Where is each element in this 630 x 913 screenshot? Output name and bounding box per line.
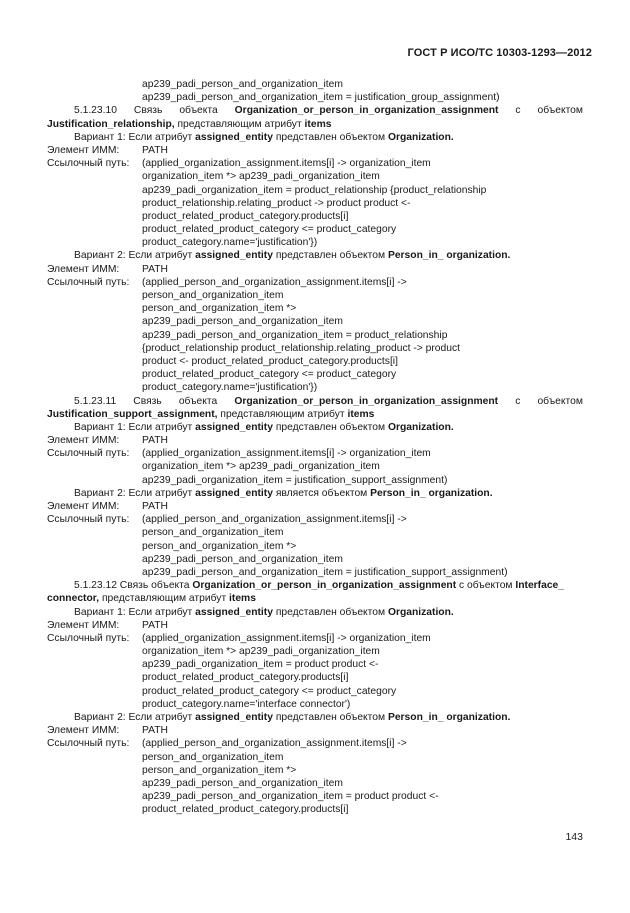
text-line: product_related_product_category.products[i] [142,672,349,684]
text-line: ap239_padi_organization_item = justification_support_assignment) [142,474,448,486]
element-row: Элемент ИММ: PATH [47,263,168,275]
text-line: person_and_organization_item *> [142,303,297,315]
path-row: Ссылочный путь: (applied_person_and_organization_assignment.items[i] -> [47,738,407,750]
text-line: product_category.name='justification'}) [142,382,318,394]
element-row: Элемент ИММ: PATH [47,435,168,447]
path-row: Ссылочный путь: (applied_person_and_organization_assignment.items[i] -> [47,514,407,526]
text-line: {product_relationship product_relationship.relating_product -> product [142,342,460,354]
text-line: product <- product_related_product_category.products[i] [142,355,398,367]
text-line: ap239_padi_person_and_organization_item [142,777,343,789]
text-line: person_and_organization_item *> [142,764,297,776]
text-line: person_and_organization_item [142,527,284,539]
page-number: 143 [565,831,583,843]
text-line: product_category.name='justification'}) [142,237,318,249]
section-heading-5-1-23-12: 5.1.23.12 Связь объекта Organization_or_person_in_organization_assignment с объектом Interface_ [74,580,565,592]
text-line: Justification_support_assignment, представляющим атрибут items [47,408,375,420]
path-row: Ссылочный путь: (applied_organization_assignment.items[i] -> organization_item [47,632,431,644]
text-line: ap239_padi_person_and_organization_item = product product <- [142,791,439,803]
text-line: product_related_product_category <= product_category [142,369,397,381]
text-line: ap239_padi_person_and_organization_item = justification_support_assignment) [142,566,508,578]
text-line: ap239_padi_person_and_organization_item = justification_group_assignment) [142,92,500,104]
document-body [47,78,583,817]
path-row: Ссылочный путь: (applied_organization_assignment.items[i] -> organization_item [47,448,431,460]
text-line: product_related_product_category.products[i] [142,804,349,816]
text-line: ap239_padi_person_and_organization_item [142,316,343,328]
element-row: Элемент ИММ: PATH [47,144,168,156]
text-line: product_category.name='interface connector') [142,698,351,710]
text-line: ap239_padi_person_and_organization_item = product_relationship [142,329,448,341]
text-line: product_relationship.relating_product -> product product <- [142,197,411,209]
text-line: person_and_organization_item *> [142,540,297,552]
text-line: ap239_padi_person_and_organization_item [142,79,343,90]
variant-line: Вариант 1: Если атрибут assigned_entity представлен объектом Organization. [74,421,454,433]
text-line: product_related_product_category <= product_category [142,685,397,697]
text-line: connector, представляющим атрибут items [47,593,256,605]
section-heading-5-1-23-10: 5.1.23.10 Связь объекта Organization_or_person_in_organization_assignment с объектом [74,105,583,117]
text-line: organization_item *> ap239_padi_organization_item [142,171,380,183]
variant-line: Вариант 2: Если атрибут assigned_entity представлен объектом Person_in_ organization. [74,712,511,723]
variant-line: Вариант 2: Если атрибут assigned_entity является объектом Person_in_ organization. [74,487,493,499]
text-line: organization_item *> ap239_padi_organization_item [142,646,380,658]
variant-line: Вариант 2: Если атрибут assigned_entity представлен объектом Person_in_ organization. [74,250,511,262]
element-row: Элемент ИММ: PATH [47,501,168,512]
element-row: Элемент ИММ: PATH [47,619,168,631]
section-heading-5-1-23-11: 5.1.23.11 Связь объекта Organization_or_person_in_organization_assignment с объектом [74,395,583,407]
path-row: Ссылочный путь: (applied_person_and_organization_assignment.items[i] -> [47,276,407,288]
variant-line: Вариант 1: Если атрибут assigned_entity представлен объектом Organization. [74,606,454,618]
document-header: ГОСТ Р ИСО/ТС 10303-1293—2012 [407,47,592,59]
text-line: ap239_padi_organization_item = product_relationship {product_relationship [142,184,487,196]
path-row: Ссылочный путь: (applied_organization_assignment.items[i] -> organization_item [47,158,431,170]
text-line: Justification_relationship, представляющим атрибут items [47,118,332,130]
variant-line: Вариант 1: Если атрибут assigned_entity представлен объектом Organization. [74,131,454,143]
text-line: ap239_padi_person_and_organization_item [142,553,343,565]
text-line: person_and_organization_item [142,290,284,301]
text-line: product_related_product_category <= product_category [142,224,397,236]
text-line: person_and_organization_item [142,751,284,763]
text-line: product_related_product_category.products[i] [142,210,349,222]
text-line: ap239_padi_organization_item = product product <- [142,659,379,671]
element-row: Элемент ИММ: PATH [47,725,168,737]
text-line: organization_item *> ap239_padi_organization_item [142,461,380,473]
